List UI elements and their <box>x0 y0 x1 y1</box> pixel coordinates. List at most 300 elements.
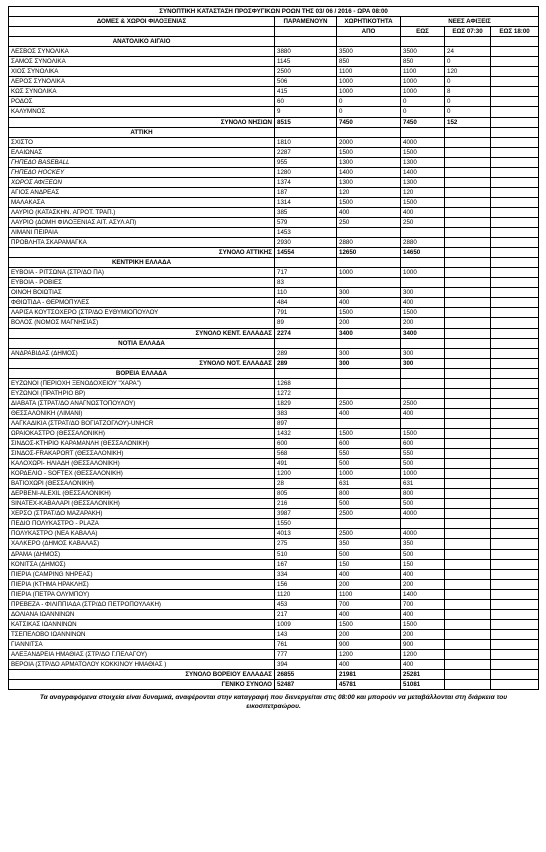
table-row <box>9 388 539 398</box>
value-eos: 1400 <box>401 167 445 177</box>
value-a1800 <box>491 619 539 629</box>
value-a0730 <box>445 559 491 569</box>
value-remain: 1829 <box>275 398 337 408</box>
value-eos: 300 <box>401 348 445 358</box>
section-total-row <box>9 328 539 338</box>
table-row <box>9 519 539 529</box>
value-a0730: 0 <box>445 57 491 67</box>
header-blank <box>9 27 275 37</box>
value-apo: 400 <box>337 298 401 308</box>
value-eos <box>401 278 445 288</box>
value-a1800 <box>491 449 539 459</box>
header-remain: ΠΑΡΑΜΕΝΟΥΝ <box>275 17 337 27</box>
value-remain: 1374 <box>275 177 337 187</box>
table-row <box>9 67 539 77</box>
total-a1800 <box>491 328 539 338</box>
value-eos: 1500 <box>401 197 445 207</box>
section-header-row <box>9 338 539 348</box>
empty-cell <box>275 368 337 378</box>
table-row <box>9 589 539 599</box>
value-eos: 1300 <box>401 157 445 167</box>
value-apo: 1400 <box>337 167 401 177</box>
value-eos: 400 <box>401 408 445 418</box>
grand-total-apo: 45781 <box>337 680 401 690</box>
facility-name: SINATEX-ΚΑΒΑΛΑΡΙ (ΘΕΣΣΑΛΟΝΙΚΗ) <box>9 499 275 509</box>
section-header-row <box>9 258 539 268</box>
value-remain: 510 <box>275 549 337 559</box>
value-apo <box>337 278 401 288</box>
value-apo: 3500 <box>337 47 401 57</box>
facility-name: ΛΕΣΒΟΣ ΣΥΝΟΛΙΚΑ <box>9 47 275 57</box>
value-remain: 4013 <box>275 529 337 539</box>
table-row <box>9 489 539 499</box>
empty-cell <box>401 127 445 137</box>
value-remain: 383 <box>275 408 337 418</box>
value-apo: 200 <box>337 318 401 328</box>
value-apo: 0 <box>337 97 401 107</box>
value-apo: 300 <box>337 348 401 358</box>
facility-name: ΓΗΠΕΔΟ HOCKEY <box>9 167 275 177</box>
value-a0730 <box>445 428 491 438</box>
value-a1800 <box>491 197 539 207</box>
value-a1800 <box>491 57 539 67</box>
value-remain: 110 <box>275 288 337 298</box>
table-row <box>9 569 539 579</box>
value-a1800 <box>491 509 539 519</box>
value-a0730 <box>445 449 491 459</box>
value-remain: 143 <box>275 629 337 639</box>
facility-name: ΠΡΟΒΛΗΤΑ ΣΚΑΡΑΜΑΓΚΑ <box>9 238 275 248</box>
facility-name: ΣΙΝΔΟΣ-FRAKAPORT (ΘΕΣΣΑΛΟΝΙΚΗ) <box>9 449 275 459</box>
value-eos: 1500 <box>401 308 445 318</box>
section-total-label: ΣΥΝΟΛΟ ΝΗΣΙΩΝ <box>9 117 275 127</box>
value-eos: 1100 <box>401 67 445 77</box>
value-remain: 568 <box>275 449 337 459</box>
value-a1800 <box>491 298 539 308</box>
value-eos: 1000 <box>401 268 445 278</box>
section-name: ΑΤΤΙΚΗ <box>9 127 275 137</box>
empty-cell <box>401 368 445 378</box>
table-row <box>9 549 539 559</box>
value-a0730 <box>445 137 491 147</box>
total-eos: 3400 <box>401 328 445 338</box>
value-apo: 1500 <box>337 428 401 438</box>
value-remain: 1009 <box>275 619 337 629</box>
facility-name: ΛΑΓΚΑΔΙΚΙΑ (ΣΤΡΑΤ/ΔΟ ΒΟΓΙΑΤΖΟΓΛΟΥ)-UNHCR <box>9 418 275 428</box>
header-eos-0730: ΕΩΣ 07:30 <box>445 27 491 37</box>
value-apo <box>337 388 401 398</box>
value-remain: 897 <box>275 418 337 428</box>
facility-name: ΛΑΥΡΙΟ (ΔΟΜΗ ΦΙΛΟΞΕΝΙΑΣ ΑΙΤ. ΑΣΥΛ ΑΠ) <box>9 217 275 227</box>
facility-name: ΣΙΝΔΟΣ-ΚΤΗΡΙΟ ΚΑΡΑΜΑΝΛΗ (ΘΕΣΣΑΛΟΝΙΚΗ) <box>9 439 275 449</box>
value-a0730 <box>445 207 491 217</box>
value-a1800 <box>491 639 539 649</box>
value-a0730 <box>445 157 491 167</box>
value-a1800 <box>491 499 539 509</box>
value-remain: 1432 <box>275 428 337 438</box>
grand-total-row <box>9 680 539 690</box>
value-a1800 <box>491 147 539 157</box>
value-eos: 200 <box>401 629 445 639</box>
facility-name: ΑΓΙΟΣ ΑΝΔΡΕΑΣ <box>9 187 275 197</box>
total-eos: 25281 <box>401 670 445 680</box>
value-a1800 <box>491 378 539 388</box>
value-remain: 791 <box>275 308 337 318</box>
value-apo: 1500 <box>337 619 401 629</box>
facility-name: ΤΣΕΠΕΛΟΒΟ ΙΩΑΝΝΙΝΩΝ <box>9 629 275 639</box>
empty-cell <box>337 258 401 268</box>
value-a1800 <box>491 97 539 107</box>
table-row <box>9 167 539 177</box>
value-a1800 <box>491 167 539 177</box>
table-row <box>9 559 539 569</box>
value-a1800 <box>491 217 539 227</box>
value-a1800 <box>491 609 539 619</box>
value-eos <box>401 228 445 238</box>
footnote: Τα αναγραφόμενα στοιχεία είναι δυναμικά, αναφέρονται στην καταγραφή που διενεργείται στις 08:00 και μπορούν να μεταβάλλονται στη διάρκεια του εικοσιτετραώρου. <box>39 694 508 711</box>
value-remain: 394 <box>275 660 337 670</box>
facility-name: ΣΑΜΟΣ ΣΥΝΟΛΙΚΑ <box>9 57 275 67</box>
value-a1800 <box>491 408 539 418</box>
header-new-arrivals: ΝΕΕΣ ΑΦΙΞΕΙΣ <box>401 17 539 27</box>
value-eos: 4000 <box>401 509 445 519</box>
facility-name: ΛΑΥΡΙΟ (ΚΑΤΑΣΚΗΝ. ΑΓΡΟΤ. ΤΡΑΠ.) <box>9 207 275 217</box>
value-a0730 <box>445 217 491 227</box>
grand-total-eos: 51081 <box>401 680 445 690</box>
table-row <box>9 479 539 489</box>
header-blank <box>275 27 337 37</box>
section-header-row <box>9 368 539 378</box>
empty-cell <box>445 368 491 378</box>
table-row <box>9 288 539 298</box>
value-apo: 1000 <box>337 268 401 278</box>
value-apo: 2880 <box>337 238 401 248</box>
value-remain: 1145 <box>275 57 337 67</box>
value-a0730 <box>445 529 491 539</box>
value-a0730 <box>445 238 491 248</box>
value-eos: 800 <box>401 489 445 499</box>
total-remain: 2274 <box>275 328 337 338</box>
facility-name: ΣΧΙΣΤΟ <box>9 137 275 147</box>
value-a1800 <box>491 278 539 288</box>
value-apo <box>337 418 401 428</box>
refugee-flows-sheet <box>8 6 538 713</box>
value-remain: 777 <box>275 650 337 660</box>
total-a1800 <box>491 248 539 258</box>
value-a0730 <box>445 268 491 278</box>
value-remain: 1314 <box>275 197 337 207</box>
value-a0730 <box>445 348 491 358</box>
value-apo: 2000 <box>337 137 401 147</box>
value-apo: 2500 <box>337 509 401 519</box>
total-remain: 8515 <box>275 117 337 127</box>
value-a0730 <box>445 378 491 388</box>
value-remain: 275 <box>275 539 337 549</box>
value-eos: 700 <box>401 599 445 609</box>
value-eos: 2880 <box>401 238 445 248</box>
value-a0730 <box>445 469 491 479</box>
facility-name: ΡΟΔΟΣ <box>9 97 275 107</box>
empty-cell <box>445 37 491 47</box>
value-a1800 <box>491 398 539 408</box>
table-row <box>9 529 539 539</box>
table-row <box>9 449 539 459</box>
facility-name: ΑΛΕΞΑΝΔΡΕΙΑ ΗΜΑΘΙΑΣ (ΣΤΡ/ΔΟ Γ.ΠΕΛΑΓΟΥ) <box>9 650 275 660</box>
value-eos: 1500 <box>401 428 445 438</box>
value-apo <box>337 519 401 529</box>
table-row <box>9 318 539 328</box>
value-apo: 500 <box>337 499 401 509</box>
table-row <box>9 157 539 167</box>
value-a1800 <box>491 539 539 549</box>
value-a1800 <box>491 107 539 117</box>
value-a0730 <box>445 408 491 418</box>
section-total-label: ΣΥΝΟΛΟ ΒΟΡΕΙΟΥ ΕΛΛΑΔΑΣ <box>9 670 275 680</box>
value-a0730 <box>445 278 491 288</box>
value-a0730 <box>445 298 491 308</box>
header-eos: ΕΩΣ <box>401 27 445 37</box>
value-a0730 <box>445 489 491 499</box>
value-a1800 <box>491 519 539 529</box>
value-eos: 400 <box>401 660 445 670</box>
value-a0730: 8 <box>445 87 491 97</box>
value-remain: 60 <box>275 97 337 107</box>
value-a1800 <box>491 157 539 167</box>
empty-cell <box>401 37 445 47</box>
value-eos: 250 <box>401 217 445 227</box>
value-a0730 <box>445 549 491 559</box>
value-remain: 217 <box>275 609 337 619</box>
section-total-row <box>9 358 539 368</box>
value-apo: 700 <box>337 599 401 609</box>
header-row-1 <box>9 17 539 27</box>
value-a0730 <box>445 629 491 639</box>
value-eos <box>401 378 445 388</box>
value-a0730 <box>445 539 491 549</box>
table-row <box>9 378 539 388</box>
empty-cell <box>275 338 337 348</box>
total-eos: 14650 <box>401 248 445 258</box>
table-row <box>9 459 539 469</box>
facility-name: ΓΙΑΝΝΙΤΣΑ <box>9 639 275 649</box>
empty-cell <box>491 368 539 378</box>
value-apo: 850 <box>337 57 401 67</box>
value-a1800 <box>491 660 539 670</box>
value-a1800 <box>491 47 539 57</box>
value-remain: 1280 <box>275 167 337 177</box>
table-row <box>9 639 539 649</box>
value-apo <box>337 378 401 388</box>
value-a0730 <box>445 589 491 599</box>
value-a1800 <box>491 589 539 599</box>
value-a0730 <box>445 569 491 579</box>
value-apo: 550 <box>337 449 401 459</box>
table-row <box>9 187 539 197</box>
empty-cell <box>275 127 337 137</box>
value-a0730: 120 <box>445 67 491 77</box>
table-row <box>9 197 539 207</box>
facility-name: ΠΡΕΒΕΖΑ - ΦΙΛΙΠΠΙΑΔΑ (ΣΤΡ/ΔΟ ΠΕΤΡΟΠΟΥΛΑΚΗ) <box>9 599 275 609</box>
value-apo: 1300 <box>337 177 401 187</box>
table-row <box>9 660 539 670</box>
value-eos: 0 <box>401 97 445 107</box>
section-total-label: ΣΥΝΟΛΟ ΚΕΝΤ. ΕΛΛΑΔΑΣ <box>9 328 275 338</box>
value-remain: 415 <box>275 87 337 97</box>
value-a1800 <box>491 599 539 609</box>
total-a0730: 152 <box>445 117 491 127</box>
empty-cell <box>337 127 401 137</box>
header-eos-1800: ΕΩΣ 18:00 <box>491 27 539 37</box>
facility-name: ΠΕΔΙΟ ΠΟΛΥΚΑΣΤΡΟ - PLAZA <box>9 519 275 529</box>
value-a1800 <box>491 629 539 639</box>
table-row <box>9 47 539 57</box>
empty-cell <box>445 127 491 137</box>
facility-name: ΘΕΣΣΑΛΟΝΙΚΗ (ΛΙΜΑΝΙ) <box>9 408 275 418</box>
value-a1800 <box>491 439 539 449</box>
value-eos: 200 <box>401 318 445 328</box>
facility-name: ΛΑΡΙΣΑ ΚΟΥΤΣΟΧΕΡΟ (ΣΤΡ/ΔΟ ΕΥΘΥΜΙΟΠΟΥΛΟΥ <box>9 308 275 318</box>
value-apo <box>337 228 401 238</box>
value-apo: 120 <box>337 187 401 197</box>
value-eos: 3500 <box>401 47 445 57</box>
value-eos: 400 <box>401 569 445 579</box>
table-row <box>9 629 539 639</box>
value-remain: 3987 <box>275 509 337 519</box>
value-a0730 <box>445 418 491 428</box>
value-a1800 <box>491 87 539 97</box>
value-eos: 1000 <box>401 77 445 87</box>
value-eos: 500 <box>401 459 445 469</box>
section-total-label: ΣΥΝΟΛΟ ΑΤΤΙΚΗΣ <box>9 248 275 258</box>
facility-name: ΚΑΛΟΧΩΡΙ- ΗΛΙΑΔΗ (ΘΕΣΣΑΛΟΝΙΚΗ) <box>9 459 275 469</box>
value-apo: 400 <box>337 408 401 418</box>
value-remain: 2500 <box>275 67 337 77</box>
facility-name: ΚΟΝΙΤΣΑ (ΔΗΜΟΣ) <box>9 559 275 569</box>
value-eos: 120 <box>401 187 445 197</box>
facility-name: ΜΑΛΑΚΑΣΑ <box>9 197 275 207</box>
value-eos: 850 <box>401 57 445 67</box>
value-eos: 300 <box>401 288 445 298</box>
value-apo: 631 <box>337 479 401 489</box>
value-eos: 1200 <box>401 650 445 660</box>
value-a1800 <box>491 177 539 187</box>
value-a0730 <box>445 388 491 398</box>
value-remain: 385 <box>275 207 337 217</box>
value-a0730 <box>445 439 491 449</box>
table-row <box>9 348 539 358</box>
facility-name: ΠΟΛΥΚΑΣΤΡΟ (ΝΕΑ ΚΑΒΑΛΑ) <box>9 529 275 539</box>
value-remain: 1272 <box>275 388 337 398</box>
value-remain: 9 <box>275 107 337 117</box>
value-a0730 <box>445 228 491 238</box>
value-apo: 1500 <box>337 308 401 318</box>
facility-name: ΠΙΕΡΙΑ (ΚΤΗΜΑ ΗΡΑΚΛΗΣ) <box>9 579 275 589</box>
value-a1800 <box>491 479 539 489</box>
section-total-row <box>9 117 539 127</box>
summary-table <box>8 6 539 713</box>
value-eos: 0 <box>401 107 445 117</box>
value-a0730 <box>445 519 491 529</box>
value-a0730: 0 <box>445 107 491 117</box>
value-eos: 200 <box>401 579 445 589</box>
value-a1800 <box>491 489 539 499</box>
facility-name: ΚΑΤΣΙΚΑΣ ΙΩΑΝΝΙΝΩΝ <box>9 619 275 629</box>
table-row <box>9 137 539 147</box>
value-remain: 89 <box>275 318 337 328</box>
value-a1800 <box>491 238 539 248</box>
value-apo: 150 <box>337 559 401 569</box>
empty-cell <box>445 338 491 348</box>
value-remain: 491 <box>275 459 337 469</box>
total-a1800 <box>491 670 539 680</box>
value-a0730 <box>445 509 491 519</box>
title-row <box>9 7 539 17</box>
value-apo: 1200 <box>337 650 401 660</box>
table-row <box>9 439 539 449</box>
total-apo: 21981 <box>337 670 401 680</box>
table-row <box>9 147 539 157</box>
value-apo: 250 <box>337 217 401 227</box>
section-name: ΚΕΝΤΡΙΚΗ ΕΛΛΑΔΑ <box>9 258 275 268</box>
value-remain: 3880 <box>275 47 337 57</box>
value-apo: 900 <box>337 639 401 649</box>
value-apo: 200 <box>337 579 401 589</box>
value-eos: 400 <box>401 609 445 619</box>
grand-total-remain: 52487 <box>275 680 337 690</box>
facility-name: ΛΙΜΑΝΙ ΠΕΙΡΑΙΑ <box>9 228 275 238</box>
value-a0730 <box>445 147 491 157</box>
header-capacity-from: ΑΠΟ <box>337 27 401 37</box>
empty-cell <box>401 258 445 268</box>
facility-name: ΕΛΑΙΩΝΑΣ <box>9 147 275 157</box>
value-a0730 <box>445 308 491 318</box>
value-a0730 <box>445 619 491 629</box>
value-eos: 4000 <box>401 137 445 147</box>
value-eos: 600 <box>401 439 445 449</box>
value-remain: 1810 <box>275 137 337 147</box>
facility-name: ΔΟΛΙΑΝΑ ΙΩΑΝΝΙΝΩΝ <box>9 609 275 619</box>
value-a0730: 24 <box>445 47 491 57</box>
value-remain: 187 <box>275 187 337 197</box>
value-a1800 <box>491 418 539 428</box>
value-apo: 1500 <box>337 197 401 207</box>
value-remain: 289 <box>275 348 337 358</box>
table-row <box>9 57 539 67</box>
value-a0730 <box>445 167 491 177</box>
value-a1800 <box>491 459 539 469</box>
value-remain: 955 <box>275 157 337 167</box>
section-header-row <box>9 37 539 47</box>
header-structures: ΔΟΜΕΣ & ΧΩΡΟΙ ΦΙΛΟΞΕΝΙΑΣ <box>9 17 275 27</box>
table-row <box>9 469 539 479</box>
value-eos: 500 <box>401 549 445 559</box>
value-a1800 <box>491 569 539 579</box>
value-a0730: 0 <box>445 97 491 107</box>
table-row <box>9 177 539 187</box>
table-row <box>9 97 539 107</box>
value-a1800 <box>491 207 539 217</box>
empty-cell <box>275 258 337 268</box>
value-remain: 28 <box>275 479 337 489</box>
facility-name: ΚΑΛΥΜΝΟΣ <box>9 107 275 117</box>
facility-name: ΧΑΛΚΕΡΟ (ΔΗΜΟΣ ΚΑΒΑΛΑΣ) <box>9 539 275 549</box>
value-remain: 2930 <box>275 238 337 248</box>
value-remain: 805 <box>275 489 337 499</box>
value-eos: 1000 <box>401 87 445 97</box>
table-row <box>9 278 539 288</box>
value-a1800 <box>491 288 539 298</box>
value-remain: 83 <box>275 278 337 288</box>
